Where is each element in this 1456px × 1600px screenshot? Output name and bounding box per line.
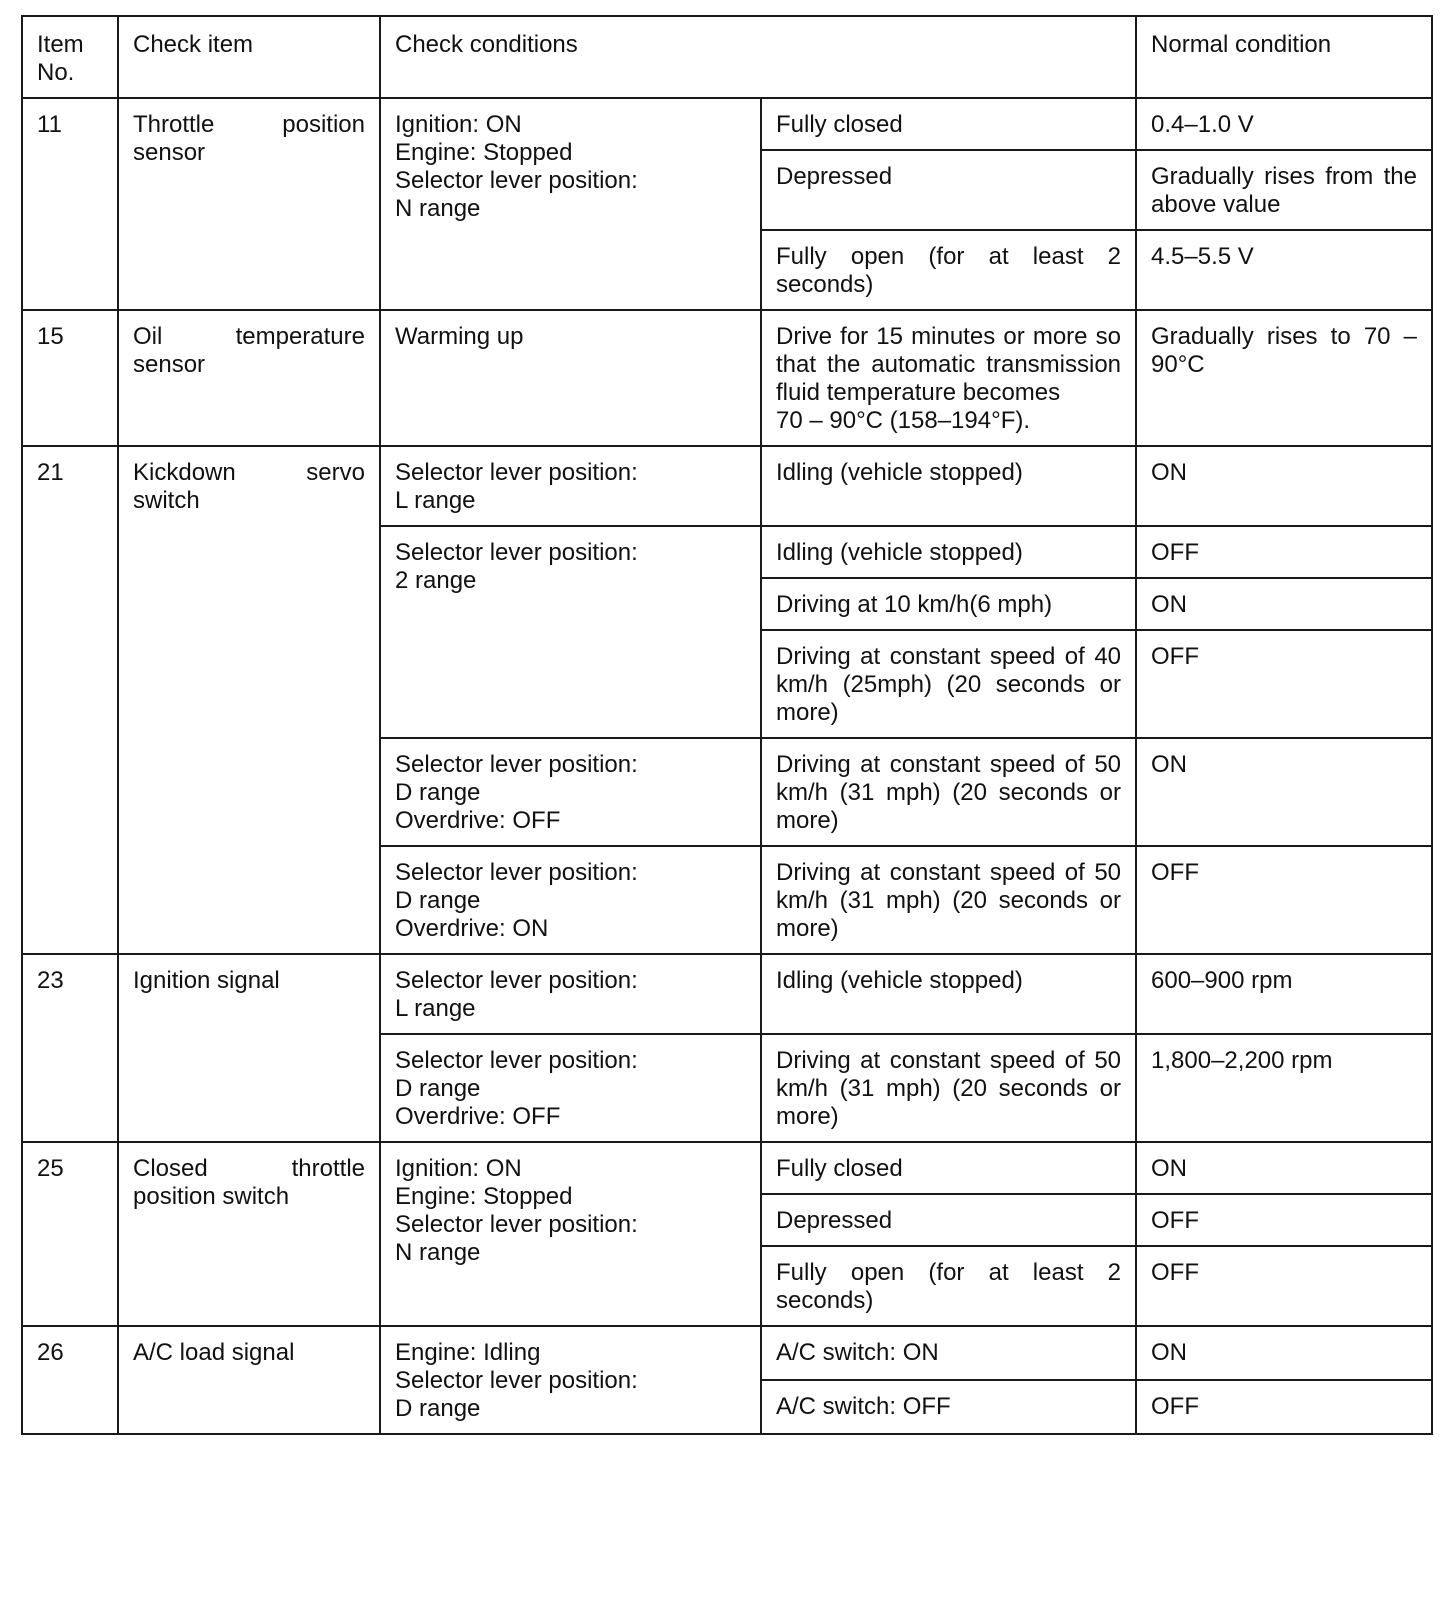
item-number: 15 xyxy=(22,310,118,446)
check-state-text: A/C switch: OFF xyxy=(776,1393,951,1420)
table-row xyxy=(22,1142,1432,1194)
check-state xyxy=(761,738,1136,846)
table-row xyxy=(22,446,1432,526)
check-state xyxy=(761,526,1136,578)
normal-condition: OFF xyxy=(1136,526,1432,578)
check-item-name: Closed throttle position switch xyxy=(118,1142,380,1326)
header-check-item: Check item xyxy=(118,16,380,98)
normal-condition: OFF xyxy=(1136,1380,1432,1434)
table-row xyxy=(22,310,1432,446)
check-condition xyxy=(380,526,761,738)
check-state-text: Fully open (for at least 2 seconds) xyxy=(776,1259,1122,1314)
check-state xyxy=(761,1142,1136,1194)
normal-condition: ON xyxy=(1136,1326,1432,1380)
check-state-text: A/C switch: ON xyxy=(776,1339,939,1366)
header-item-no: Item No. xyxy=(22,16,118,98)
check-condition xyxy=(380,1142,761,1326)
check-state-text: Depressed xyxy=(776,163,893,190)
check-state xyxy=(761,230,1136,310)
check-state-text: Idling (vehicle stopped) xyxy=(776,459,1023,486)
check-item-name: A/C load signal xyxy=(118,1326,380,1434)
check-state xyxy=(761,1194,1136,1246)
check-state-text: Drive for 15 minutes or more so that the automatic transmission fluid temperature becomes 70 – 90°C (158–194°F). xyxy=(776,323,1122,434)
check-condition xyxy=(380,446,761,526)
normal-condition: 4.5–5.5 V xyxy=(1136,230,1432,310)
normal-condition: 0.4–1.0 V xyxy=(1136,98,1432,150)
check-state-text: Fully closed xyxy=(776,1155,903,1182)
check-condition xyxy=(380,954,761,1034)
check-condition xyxy=(380,846,761,954)
check-state-text: Driving at 10 km/h(6 mph) xyxy=(776,591,1053,618)
normal-condition: OFF xyxy=(1136,1246,1432,1326)
check-state-text: Driving at constant speed of 50 km/h (31 mph) (20 seconds or more) xyxy=(776,751,1122,834)
item-number: 11 xyxy=(22,98,118,310)
check-condition xyxy=(380,98,761,310)
check-state-text: Depressed xyxy=(776,1207,893,1234)
check-state xyxy=(761,446,1136,526)
check-state xyxy=(761,310,1136,446)
check-state-text: Idling (vehicle stopped) xyxy=(776,539,1023,566)
table-row xyxy=(22,954,1432,1034)
normal-condition: 600–900 rpm xyxy=(1136,954,1432,1034)
item-number: 23 xyxy=(22,954,118,1142)
check-state-text: Driving at constant speed of 50 km/h (31 mph) (20 seconds or more) xyxy=(776,859,1122,942)
item-number: 25 xyxy=(22,1142,118,1326)
inspection-table xyxy=(21,15,1433,1435)
check-condition-text: Selector lever position: D range Overdrive: ON xyxy=(395,859,638,942)
normal-condition: ON xyxy=(1136,446,1432,526)
check-state-text: Fully open (for at least 2 seconds) xyxy=(776,243,1122,298)
check-condition-text: Ignition: ON Engine: Stopped Selector lever position: N range xyxy=(395,111,638,222)
normal-condition: OFF xyxy=(1136,1194,1432,1246)
check-item-name: Kickdown servo switch xyxy=(118,446,380,954)
header-check-conditions: Check conditions xyxy=(380,16,1136,98)
normal-condition: Gradually rises to 70 – 90°C xyxy=(1136,310,1432,446)
normal-condition: ON xyxy=(1136,1142,1432,1194)
normal-condition: OFF xyxy=(1136,630,1432,738)
check-state-text: Fully closed xyxy=(776,111,903,138)
check-state xyxy=(761,1246,1136,1326)
table-body xyxy=(22,98,1432,1434)
check-condition-text: Selector lever position: D range Overdrive: OFF xyxy=(395,1047,638,1130)
check-condition-text: Warming up xyxy=(395,323,524,350)
normal-condition: ON xyxy=(1136,738,1432,846)
check-condition-text: Selector lever position: L range xyxy=(395,459,638,514)
inspection-table-sheet xyxy=(21,15,1431,1435)
check-condition-text: Selector lever position: L range xyxy=(395,967,638,1022)
check-condition-text: Ignition: ON Engine: Stopped Selector lever position: N range xyxy=(395,1155,638,1266)
check-condition-text: Engine: Idling Selector lever position: D range xyxy=(395,1339,638,1422)
check-state xyxy=(761,630,1136,738)
check-item-name: Oil temperature sensor xyxy=(118,310,380,446)
check-state xyxy=(761,150,1136,230)
table-row xyxy=(22,1326,1432,1380)
check-condition-text: Selector lever position: D range Overdrive: OFF xyxy=(395,751,638,834)
header-normal-condition: Normal condition xyxy=(1136,16,1432,98)
item-number: 21 xyxy=(22,446,118,954)
check-condition xyxy=(380,1326,761,1434)
check-state xyxy=(761,98,1136,150)
check-condition xyxy=(380,310,761,446)
normal-condition: ON xyxy=(1136,578,1432,630)
check-state-text: Idling (vehicle stopped) xyxy=(776,967,1023,994)
check-state xyxy=(761,954,1136,1034)
check-state xyxy=(761,578,1136,630)
check-condition xyxy=(380,738,761,846)
check-condition xyxy=(380,1034,761,1142)
normal-condition: Gradually rises from the above value xyxy=(1136,150,1432,230)
check-item-name: Ignition signal xyxy=(118,954,380,1142)
check-item-name: Throttle position sensor xyxy=(118,98,380,310)
check-state xyxy=(761,846,1136,954)
check-state xyxy=(761,1034,1136,1142)
check-state xyxy=(761,1380,1136,1434)
check-state-text: Driving at constant speed of 50 km/h (31 mph) (20 seconds or more) xyxy=(776,1047,1122,1130)
check-state-text: Driving at constant speed of 40 km/h (25mph) (20 seconds or more) xyxy=(776,643,1122,726)
check-state xyxy=(761,1326,1136,1380)
normal-condition: OFF xyxy=(1136,846,1432,954)
header-row xyxy=(22,16,1432,98)
table-row xyxy=(22,98,1432,150)
normal-condition: 1,800–2,200 rpm xyxy=(1136,1034,1432,1142)
check-condition-text: Selector lever position: 2 range xyxy=(395,539,638,594)
item-number: 26 xyxy=(22,1326,118,1434)
